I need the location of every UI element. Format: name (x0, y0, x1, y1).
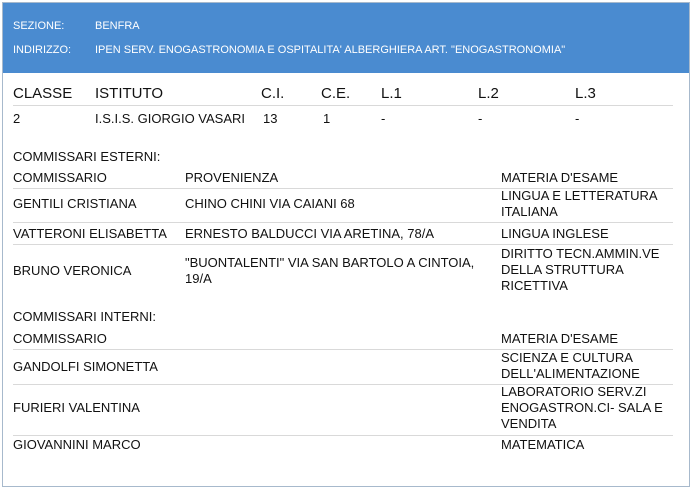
header-banner (3, 3, 689, 73)
indirizzo-row (13, 44, 565, 56)
provenienza: CHINO CHINI VIA CAIANI 68 (185, 196, 355, 211)
sezione-row (13, 20, 140, 32)
commissario-name: GANDOLFI SIMONETTA (13, 359, 158, 374)
col-commissario: COMMISSARIO (13, 170, 107, 185)
interni-title: COMMISSARI INTERNI: (13, 309, 157, 324)
materia: LABORATORIO SERV.ZI ENOGASTRON.CI- SALA E VENDITA (501, 384, 663, 431)
commissario-name: VATTERONI ELISABETTA (13, 226, 167, 241)
value-ci: 13 (263, 111, 278, 126)
header-classe: CLASSE (13, 85, 73, 102)
header-l3: L.3 (575, 85, 596, 102)
header-l2: L.2 (478, 85, 499, 102)
commissario-name: BRUNO VERONICA (13, 263, 132, 278)
divider (13, 105, 673, 106)
divider (13, 222, 673, 223)
materia: DIRITTO TECN.AMMIN.VE DELLA STRUTTURA RICETTIVA (501, 246, 660, 293)
value-classe: 2 (13, 111, 21, 126)
commissario-name: GENTILI CRISTIANA (13, 196, 137, 211)
value-l1: - (381, 111, 386, 126)
col-materia: MATERIA D'ESAME (501, 170, 619, 185)
divider (13, 435, 673, 436)
header-ce: C.E. (321, 85, 351, 102)
header-ci: C.I. (261, 85, 285, 102)
provenienza: ERNESTO BALDUCCI VIA ARETINA, 78/A (185, 226, 435, 241)
indirizzo-value: IPEN SERV. ENOGASTRONOMIA E OSPITALITA' ALBERGHIERA ART. "ENOGASTRONOMIA" (95, 44, 566, 56)
materia: MATEMATICA (501, 437, 585, 452)
col-materia: MATERIA D'ESAME (501, 331, 619, 346)
materia: SCIENZA E CULTURA DELL'ALIMENTAZIONE (501, 350, 640, 381)
materia: LINGUA E LETTERATURA ITALIANA (501, 188, 657, 219)
col-provenienza: PROVENIENZA (185, 170, 279, 185)
header-istituto: ISTITUTO (95, 85, 164, 102)
header-l1: L.1 (381, 85, 402, 102)
indirizzo-label: INDIRIZZO: (13, 44, 72, 56)
commissario-name: GIOVANNINI MARCO (13, 437, 141, 452)
commissario-name: FURIERI VALENTINA (13, 400, 140, 415)
value-l3: - (575, 111, 580, 126)
sezione-label: SEZIONE: (13, 20, 65, 32)
materia: LINGUA INGLESE (501, 226, 609, 241)
value-ce: 1 (323, 111, 331, 126)
provenienza: "BUONTALENTI" VIA SAN BARTOLO A CINTOIA, 19/A (185, 255, 475, 286)
value-l2: - (478, 111, 483, 126)
col-commissario: COMMISSARIO (13, 331, 107, 346)
commission-card (2, 2, 690, 487)
divider (13, 244, 673, 245)
value-istituto: I.S.I.S. GIORGIO VASARI (95, 111, 246, 126)
sezione-value: BENFRA (95, 20, 140, 32)
esterni-title: COMMISSARI ESTERNI: (13, 149, 161, 164)
